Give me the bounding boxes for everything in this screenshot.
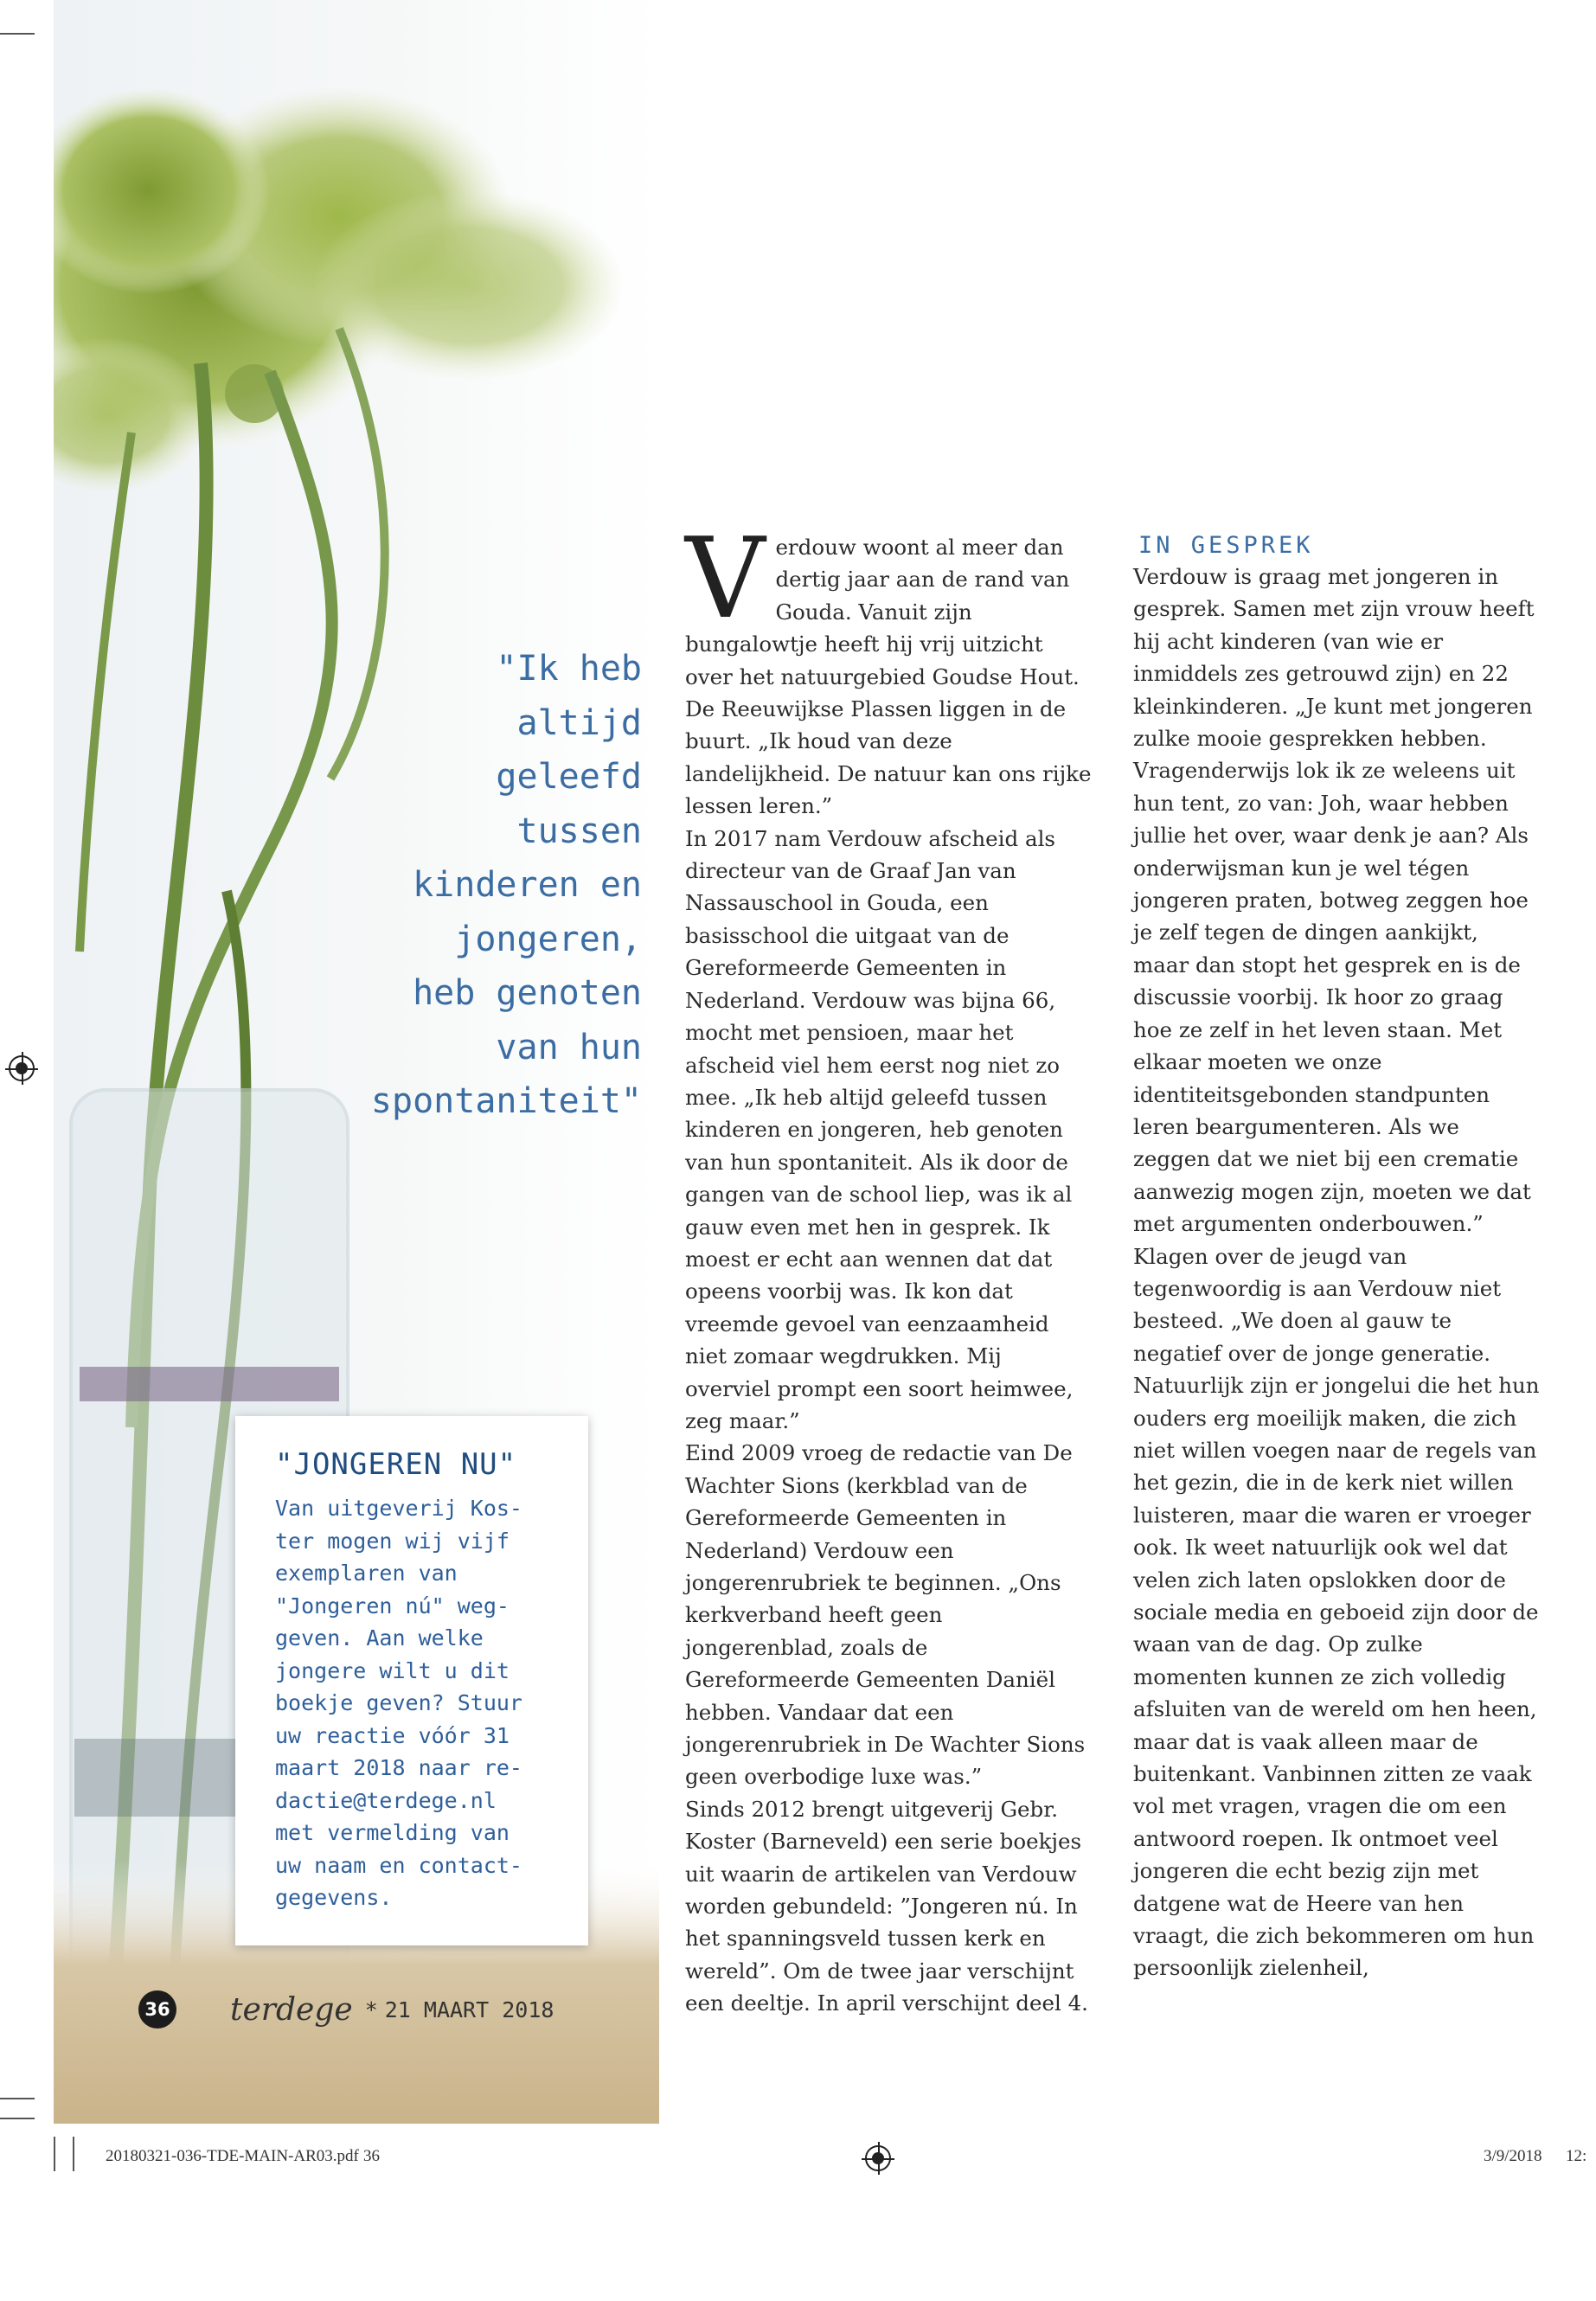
paragraph: Verdouw is graag met jongeren in gesprek. Samen met zijn vrouw heeft hij acht kinderen (van wie er inmiddels zes getrouwd zijn) en 22 kleinkinderen. „Je kunt met jongeren zulke mooie gesprekken hebben. Vragenderwijs lok ik ze weleens uit hun tent, zo van: Joh, waar hebben jullie het over, waar denk je aan? Als onderwijsman kun je wel tégen jongeren praten, botweg zeggen hoe je zelf tegen de dingen aankijkt, maar dan stopt het gesprek en is de discussie voorbij. Ik hoor zo graag hoe ze zelf in het leven staan. Met elkaar moeten we onze identiteitsgebonden standpunten leren beargumenteren. Als we zeggen dat we niet bij een crematie aanwezig mogen zijn, moeten we dat met argumenten onderbouwen.” — [1133, 564, 1535, 1237]
paragraph: In 2017 nam Verdouw afscheid als directeur van de Graaf Jan van Nassauschool in Gouda, een basisschool die uitgaat van de Gereformeerde Gemeenten in Nederland. Verdouw was bijna 66, mocht met pensioen, maar het afscheid viel hem eerst nog niet zo mee. „Ik heb altijd geleefd tussen kinderen en jongeren, heb genoten van hun spontaniteit. Als ik door de gangen van de school liep, was ik al gauw even met hen in gesprek. Ik moest er echt aan wennen dat dat opeens voorbij was. Ik kon dat vreemde gevoel van eenzaamheid niet zomaar wegdrukken. Mij overviel prompt een soort heimwee, zeg maar.” — [685, 825, 1074, 1433]
folio-separator: * — [364, 1997, 378, 2022]
registration-mark-icon — [9, 1055, 35, 1081]
crop-mark — [73, 2137, 74, 2171]
giveaway-title: "JONGEREN NU" — [275, 1447, 517, 1482]
paragraph: Klagen over de jeugd van tegenwoordig is aan Verdouw niet besteed. „We doen al gauw te negatief over de jonge generatie. Natuurlijk zijn er jongelui die het hun ouders erg moeilijk maken, die zich niet willen voegen naar de regels van het gezin, die in de kerk niet willen luisteren, maar die waren er vroeger ook. Ik weet natuurlijk ook wel dat velen zich laten opslokken door de sociale media en geboeid zijn door de waan van de dag. Op zulke momenten kunnen ze zich volledig afsluiten van de wereld om hen heen, maar dat is vaak alleen maar de buitenkant. Vanbinnen zitten ze vaak vol met vragen, vragen die om een antwoord roepen. Ik ontmoet veel jongeren die echt bezig zijn met datgene wat de Heere van hen vraagt, die zich bekommeren om hun persoonlijk zielenheil, — [1133, 1243, 1540, 1981]
folio — [138, 1988, 554, 2031]
slug-page: 36 — [363, 2147, 380, 2165]
section-subhead: IN GESPREK — [1138, 532, 1314, 559]
page-number: 36 — [138, 1990, 176, 2029]
pull-quote: "Ik heb altijd geleefd tussen kinderen en jongeren, heb genoten van hun spontaniteit" — [370, 649, 642, 1121]
paragraph: Sinds 2012 brengt uitgeverij Gebr. Koster (Barneveld) een serie boekjes uit waarin de artikelen van Verdouw worden gebundeld: ”Jongeren nú. In het spanningsveld tussen kerk en wereld”. Om de twee jaar verschijnt een deeltje. In april verschijnt deel 4. — [685, 1796, 1088, 2016]
article-column-2 — [1133, 531, 1540, 1984]
paragraph: Eind 2009 vroeg de redactie van De Wachter Sions (kerkblad van de Gereformeerde Gemeenten in Nederland) Verdouw een jongerenrubriek te beginnen. „Ons kerkverband heeft geen jongerenblad, zoals de Gereformeerde Gemeenten Daniël hebben. Vandaar dat een jongerenrubriek in De Wachter Sions geen overbodige luxe was.” — [685, 1440, 1086, 1790]
crop-mark — [0, 2098, 35, 2099]
magazine-logo: terdege — [230, 1991, 353, 2028]
crop-mark — [0, 2118, 35, 2119]
giveaway-body: Van uitgeverij Kos- ter mogen wij vijf exemplaren van "Jongeren nú" weg- geven. Aan welke jongere wilt u dit boekje geven? Stuur uw reactie vóór 31 maart 2018 naar re- dactie@terdege.nl met vermelding van uw naam en contact- gegevens. — [275, 1496, 522, 1910]
issue-date: 21 MAART 2018 — [384, 1997, 554, 2022]
slug-date: 3/9/2018 — [1484, 2147, 1542, 2165]
article-column-1 — [685, 515, 1092, 2020]
crop-mark — [54, 2137, 55, 2171]
paragraph: erdouw woont al meer dan dertig jaar aan de rand van Gouda. Vanuit zijn bungalowtje heeft hij vrij uitzicht over het natuurgebied Goudse Hout. De Reeuwijkse Plassen liggen in de buurt. „Ik houd van deze landelijkheid. De natuur kan ons rijke lessen leren.” — [685, 535, 1092, 819]
crop-mark — [0, 33, 35, 35]
giveaway-box — [235, 1416, 588, 1945]
slug-filename: 20180321-036-TDE-MAIN-AR03.pdf — [106, 2147, 359, 2165]
registration-mark-icon — [865, 2145, 891, 2171]
slug-time: 12: — [1566, 2147, 1587, 2165]
drop-cap: V — [685, 515, 766, 644]
